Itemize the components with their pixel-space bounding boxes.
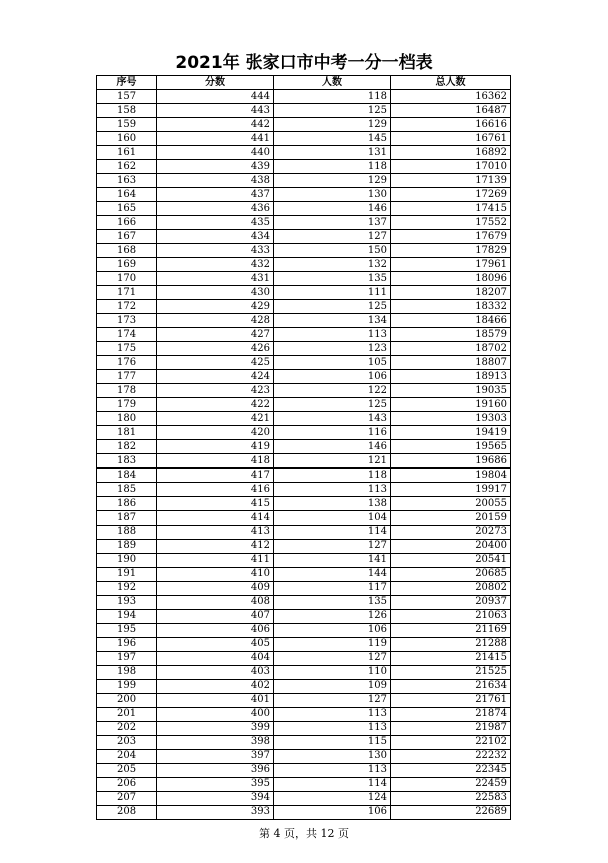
header-index: 序号 <box>97 76 157 90</box>
cell-index: 169 <box>97 258 157 272</box>
cell-count: 106 <box>274 370 391 384</box>
cell-score: 427 <box>157 328 274 342</box>
cell-count: 125 <box>274 104 391 118</box>
cell-score: 436 <box>157 202 274 216</box>
cell-score: 444 <box>157 90 274 104</box>
cell-score: 412 <box>157 539 274 553</box>
cell-score: 439 <box>157 160 274 174</box>
table-row <box>97 665 511 679</box>
cell-score: 402 <box>157 679 274 693</box>
cell-score: 413 <box>157 525 274 539</box>
table-row <box>97 286 511 300</box>
cell-index: 164 <box>97 188 157 202</box>
cell-index: 202 <box>97 721 157 735</box>
cell-total: 16892 <box>391 146 511 160</box>
cell-total: 17139 <box>391 174 511 188</box>
cell-index: 183 <box>97 454 157 469</box>
table-row <box>97 132 511 146</box>
cell-count: 111 <box>274 286 391 300</box>
table-row <box>97 497 511 511</box>
cell-index: 158 <box>97 104 157 118</box>
cell-index: 195 <box>97 623 157 637</box>
cell-count: 146 <box>274 440 391 454</box>
cell-total: 19303 <box>391 412 511 426</box>
cell-total: 18332 <box>391 300 511 314</box>
cell-count: 125 <box>274 300 391 314</box>
cell-score: 404 <box>157 651 274 665</box>
table-row <box>97 216 511 230</box>
table-row <box>97 118 511 132</box>
cell-score: 394 <box>157 791 274 805</box>
cell-index: 184 <box>97 468 157 483</box>
cell-score: 414 <box>157 511 274 525</box>
cell-count: 132 <box>274 258 391 272</box>
cell-index: 197 <box>97 651 157 665</box>
cell-total: 21063 <box>391 609 511 623</box>
cell-total: 18702 <box>391 342 511 356</box>
cell-count: 131 <box>274 146 391 160</box>
table-row <box>97 356 511 370</box>
cell-score: 430 <box>157 286 274 300</box>
cell-score: 424 <box>157 370 274 384</box>
cell-count: 129 <box>274 174 391 188</box>
cell-total: 18579 <box>391 328 511 342</box>
cell-score: 429 <box>157 300 274 314</box>
cell-score: 398 <box>157 735 274 749</box>
table-row <box>97 202 511 216</box>
cell-total: 16487 <box>391 104 511 118</box>
cell-count: 129 <box>274 118 391 132</box>
cell-count: 118 <box>274 90 391 104</box>
cell-score: 415 <box>157 497 274 511</box>
table-row <box>97 553 511 567</box>
cell-index: 157 <box>97 90 157 104</box>
cell-index: 205 <box>97 763 157 777</box>
cell-total: 22583 <box>391 791 511 805</box>
cell-total: 22689 <box>391 805 511 819</box>
header-total: 总人数 <box>391 76 511 90</box>
cell-count: 127 <box>274 651 391 665</box>
cell-score: 422 <box>157 398 274 412</box>
cell-index: 201 <box>97 707 157 721</box>
cell-index: 208 <box>97 805 157 819</box>
cell-count: 106 <box>274 623 391 637</box>
cell-total: 19565 <box>391 440 511 454</box>
cell-index: 173 <box>97 314 157 328</box>
cell-score: 426 <box>157 342 274 356</box>
cell-total: 18807 <box>391 356 511 370</box>
cell-total: 18207 <box>391 286 511 300</box>
cell-count: 124 <box>274 791 391 805</box>
cell-total: 17829 <box>391 244 511 258</box>
cell-count: 113 <box>274 483 391 497</box>
cell-total: 20802 <box>391 581 511 595</box>
cell-total: 20159 <box>391 511 511 525</box>
page-title: 2021年 张家口市中考一分一档表 <box>175 53 433 73</box>
cell-score: 406 <box>157 623 274 637</box>
table-row <box>97 791 511 805</box>
cell-score: 442 <box>157 118 274 132</box>
cell-index: 181 <box>97 426 157 440</box>
table-row <box>97 468 511 483</box>
cell-total: 21634 <box>391 679 511 693</box>
table-row <box>97 146 511 160</box>
cell-index: 177 <box>97 370 157 384</box>
cell-score: 420 <box>157 426 274 440</box>
cell-total: 17415 <box>391 202 511 216</box>
cell-score: 425 <box>157 356 274 370</box>
cell-index: 178 <box>97 384 157 398</box>
table-row <box>97 90 511 104</box>
cell-count: 116 <box>274 426 391 440</box>
cell-total: 18913 <box>391 370 511 384</box>
cell-count: 114 <box>274 777 391 791</box>
cell-total: 17269 <box>391 188 511 202</box>
table-row <box>97 230 511 244</box>
cell-count: 126 <box>274 609 391 623</box>
cell-total: 21987 <box>391 721 511 735</box>
cell-total: 20685 <box>391 567 511 581</box>
cell-score: 395 <box>157 777 274 791</box>
cell-index: 189 <box>97 539 157 553</box>
cell-total: 20055 <box>391 497 511 511</box>
cell-score: 399 <box>157 721 274 735</box>
table-row <box>97 300 511 314</box>
cell-count: 141 <box>274 553 391 567</box>
table-row <box>97 258 511 272</box>
cell-score: 441 <box>157 132 274 146</box>
table-row <box>97 567 511 581</box>
cell-total: 16616 <box>391 118 511 132</box>
cell-total: 17961 <box>391 258 511 272</box>
cell-index: 188 <box>97 525 157 539</box>
cell-total: 17552 <box>391 216 511 230</box>
cell-total: 19804 <box>391 468 511 483</box>
cell-score: 393 <box>157 805 274 819</box>
cell-total: 18466 <box>391 314 511 328</box>
cell-index: 167 <box>97 230 157 244</box>
cell-score: 418 <box>157 454 274 469</box>
cell-index: 172 <box>97 300 157 314</box>
cell-total: 20937 <box>391 595 511 609</box>
table-row <box>97 511 511 525</box>
cell-score: 408 <box>157 595 274 609</box>
cell-index: 159 <box>97 118 157 132</box>
cell-count: 114 <box>274 525 391 539</box>
cell-total: 22345 <box>391 763 511 777</box>
cell-index: 170 <box>97 272 157 286</box>
table-row <box>97 272 511 286</box>
table-row <box>97 342 511 356</box>
cell-count: 113 <box>274 763 391 777</box>
cell-total: 21415 <box>391 651 511 665</box>
cell-index: 192 <box>97 581 157 595</box>
cell-total: 20273 <box>391 525 511 539</box>
table-row <box>97 651 511 665</box>
header-score: 分数 <box>157 76 274 90</box>
cell-total: 17679 <box>391 230 511 244</box>
table-row <box>97 735 511 749</box>
cell-index: 199 <box>97 679 157 693</box>
table-row <box>97 637 511 651</box>
cell-count: 127 <box>274 693 391 707</box>
table-row <box>97 693 511 707</box>
table-row <box>97 412 511 426</box>
cell-total: 21288 <box>391 637 511 651</box>
cell-index: 203 <box>97 735 157 749</box>
cell-total: 20541 <box>391 553 511 567</box>
table-row <box>97 188 511 202</box>
cell-total: 20400 <box>391 539 511 553</box>
cell-index: 204 <box>97 749 157 763</box>
cell-score: 409 <box>157 581 274 595</box>
cell-index: 165 <box>97 202 157 216</box>
cell-score: 433 <box>157 244 274 258</box>
header-count: 人数 <box>274 76 391 90</box>
cell-count: 121 <box>274 454 391 469</box>
cell-score: 405 <box>157 637 274 651</box>
cell-index: 187 <box>97 511 157 525</box>
cell-index: 176 <box>97 356 157 370</box>
table-row <box>97 440 511 454</box>
cell-index: 180 <box>97 412 157 426</box>
cell-total: 21169 <box>391 623 511 637</box>
cell-index: 207 <box>97 791 157 805</box>
cell-count: 118 <box>274 468 391 483</box>
cell-index: 174 <box>97 328 157 342</box>
cell-count: 138 <box>274 497 391 511</box>
cell-score: 411 <box>157 553 274 567</box>
cell-count: 144 <box>274 567 391 581</box>
cell-index: 171 <box>97 286 157 300</box>
cell-count: 123 <box>274 342 391 356</box>
cell-count: 122 <box>274 384 391 398</box>
table-row <box>97 777 511 791</box>
cell-index: 206 <box>97 777 157 791</box>
table-row <box>97 398 511 412</box>
cell-count: 115 <box>274 735 391 749</box>
cell-count: 125 <box>274 398 391 412</box>
page-footer: 第 4 页，共 12 页 <box>259 827 349 840</box>
cell-count: 135 <box>274 272 391 286</box>
cell-score: 443 <box>157 104 274 118</box>
cell-index: 179 <box>97 398 157 412</box>
cell-count: 119 <box>274 637 391 651</box>
cell-count: 150 <box>274 244 391 258</box>
cell-count: 118 <box>274 160 391 174</box>
cell-score: 417 <box>157 468 274 483</box>
cell-score: 410 <box>157 567 274 581</box>
cell-total: 19686 <box>391 454 511 469</box>
table-row <box>97 160 511 174</box>
cell-score: 428 <box>157 314 274 328</box>
cell-score: 403 <box>157 665 274 679</box>
cell-score: 397 <box>157 749 274 763</box>
table-row <box>97 679 511 693</box>
cell-index: 161 <box>97 146 157 160</box>
cell-total: 21761 <box>391 693 511 707</box>
table-row <box>97 539 511 553</box>
table-row <box>97 623 511 637</box>
cell-index: 182 <box>97 440 157 454</box>
cell-total: 19419 <box>391 426 511 440</box>
cell-total: 22232 <box>391 749 511 763</box>
cell-index: 175 <box>97 342 157 356</box>
table-row <box>97 609 511 623</box>
cell-score: 419 <box>157 440 274 454</box>
cell-score: 432 <box>157 258 274 272</box>
cell-index: 191 <box>97 567 157 581</box>
cell-score: 434 <box>157 230 274 244</box>
cell-index: 168 <box>97 244 157 258</box>
cell-count: 146 <box>274 202 391 216</box>
table-row <box>97 314 511 328</box>
cell-total: 21874 <box>391 707 511 721</box>
cell-total: 17010 <box>391 160 511 174</box>
cell-count: 105 <box>274 356 391 370</box>
cell-count: 104 <box>274 511 391 525</box>
cell-total: 19917 <box>391 483 511 497</box>
cell-count: 117 <box>274 581 391 595</box>
cell-total: 19035 <box>391 384 511 398</box>
cell-total: 21525 <box>391 665 511 679</box>
cell-index: 200 <box>97 693 157 707</box>
cell-score: 400 <box>157 707 274 721</box>
cell-index: 194 <box>97 609 157 623</box>
table-row <box>97 805 511 819</box>
table-row <box>97 426 511 440</box>
cell-score: 431 <box>157 272 274 286</box>
table-row <box>97 581 511 595</box>
cell-count: 113 <box>274 328 391 342</box>
cell-count: 130 <box>274 188 391 202</box>
cell-total: 16761 <box>391 132 511 146</box>
cell-total: 22102 <box>391 735 511 749</box>
cell-count: 145 <box>274 132 391 146</box>
cell-count: 137 <box>274 216 391 230</box>
table-row <box>97 384 511 398</box>
table-row <box>97 525 511 539</box>
cell-score: 396 <box>157 763 274 777</box>
cell-index: 186 <box>97 497 157 511</box>
cell-total: 18096 <box>391 272 511 286</box>
cell-index: 185 <box>97 483 157 497</box>
table-row <box>97 749 511 763</box>
cell-count: 113 <box>274 721 391 735</box>
cell-index: 193 <box>97 595 157 609</box>
cell-count: 106 <box>274 805 391 819</box>
cell-score: 437 <box>157 188 274 202</box>
cell-score: 416 <box>157 483 274 497</box>
score-table <box>96 75 511 820</box>
table-body <box>97 90 511 820</box>
cell-count: 134 <box>274 314 391 328</box>
cell-count: 110 <box>274 665 391 679</box>
table-row <box>97 244 511 258</box>
table-row <box>97 763 511 777</box>
cell-index: 163 <box>97 174 157 188</box>
cell-count: 143 <box>274 412 391 426</box>
cell-index: 166 <box>97 216 157 230</box>
cell-count: 109 <box>274 679 391 693</box>
cell-count: 113 <box>274 707 391 721</box>
cell-score: 423 <box>157 384 274 398</box>
table-row <box>97 454 511 469</box>
table-row <box>97 595 511 609</box>
cell-count: 127 <box>274 230 391 244</box>
cell-count: 127 <box>274 539 391 553</box>
cell-count: 135 <box>274 595 391 609</box>
cell-score: 421 <box>157 412 274 426</box>
cell-score: 438 <box>157 174 274 188</box>
cell-index: 196 <box>97 637 157 651</box>
cell-index: 198 <box>97 665 157 679</box>
table-row <box>97 328 511 342</box>
table-row <box>97 483 511 497</box>
cell-index: 190 <box>97 553 157 567</box>
cell-score: 440 <box>157 146 274 160</box>
cell-score: 401 <box>157 693 274 707</box>
cell-count: 130 <box>274 749 391 763</box>
cell-total: 16362 <box>391 90 511 104</box>
cell-index: 160 <box>97 132 157 146</box>
table-row <box>97 174 511 188</box>
table-header-row <box>97 76 511 90</box>
table-row <box>97 104 511 118</box>
cell-score: 435 <box>157 216 274 230</box>
cell-index: 162 <box>97 160 157 174</box>
table-row <box>97 721 511 735</box>
cell-total: 22459 <box>391 777 511 791</box>
table-row <box>97 370 511 384</box>
cell-total: 19160 <box>391 398 511 412</box>
table-row <box>97 707 511 721</box>
cell-score: 407 <box>157 609 274 623</box>
